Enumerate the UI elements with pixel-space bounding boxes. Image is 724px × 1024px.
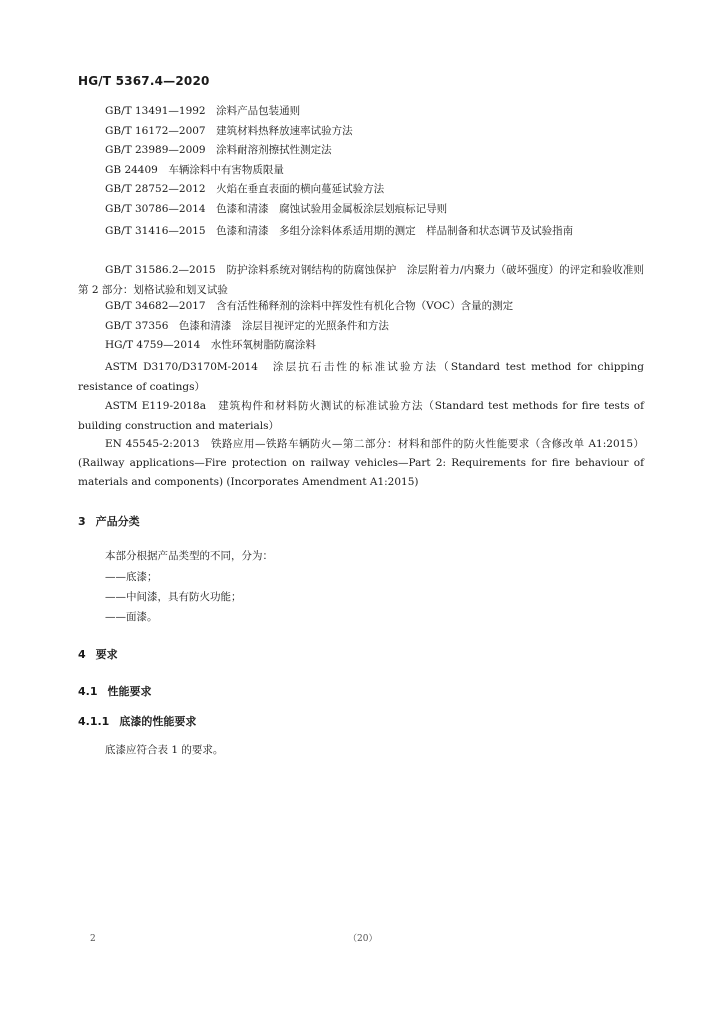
list-item: ——底漆； bbox=[105, 571, 158, 583]
section-number: 3 bbox=[78, 515, 86, 528]
section-title: 底漆的性能要求 bbox=[119, 715, 197, 728]
list-item: ——面漆。 bbox=[105, 611, 158, 623]
reference-item: GB/T 28752—2012 火焰在垂直表面的横向蔓延试验方法 bbox=[105, 183, 385, 195]
reference-item: GB 24409 车辆涂料中有害物质限量 bbox=[105, 164, 284, 176]
section-number: 4.1 bbox=[78, 685, 98, 698]
page-number: 2 bbox=[90, 934, 96, 944]
section-number: 4.1.1 bbox=[78, 715, 110, 728]
section-title: 性能要求 bbox=[107, 685, 152, 698]
section-title: 产品分类 bbox=[95, 515, 140, 528]
reference-item: GB/T 23989—2009 涂料耐溶剂擦拭性测定法 bbox=[105, 144, 332, 156]
section-title: 要求 bbox=[95, 648, 118, 661]
reference-item: GB/T 16172—2007 建筑材料热释放速率试验方法 bbox=[105, 125, 353, 137]
reference-item: GB/T 30786—2014 色漆和清漆 腐蚀试验用金属板涂层划痕标记导则 bbox=[105, 203, 448, 215]
section-4-heading bbox=[78, 646, 118, 662]
reference-item: ASTM D3170/D3170M-2014 涂层抗石击性的标准试验方法（Standard test method for chipping resistance of coatings） bbox=[78, 361, 644, 393]
section-3-intro: 本部分根据产品类型的不同，分为： bbox=[105, 550, 273, 562]
list-item: ——中间漆，具有防火功能； bbox=[105, 591, 242, 603]
reference-item: GB/T 34682—2017 含有活性稀释剂的涂料中挥发性有机化合物（VOC）含量的测定 bbox=[105, 300, 514, 312]
standard-number-header: HG/T 5367.4—2020 bbox=[78, 74, 210, 88]
reference-item: HG/T 4759—2014 水性环氧树脂防腐涂料 bbox=[105, 339, 316, 351]
reference-item: GB/T 37356 色漆和清漆 涂层目视评定的光照条件和方法 bbox=[105, 320, 389, 332]
section-4-1-heading bbox=[78, 683, 152, 699]
reference-item: EN 45545-2:2013 铁路应用—铁路车辆防火—第二部分：材料和部件的防火性能要求（含修改单 A1:2015）(Railway applications—Fire protection on railway vehicles—Part 2: Requirements for fire behaviour of materials and components) (Incorporates Amendment A1:2015) bbox=[78, 438, 644, 488]
section-number: 4 bbox=[78, 648, 86, 661]
page-center-number: （20） bbox=[348, 934, 378, 944]
reference-item: GB/T 31586.2—2015 防护涂料系统对钢结构的防腐蚀保护 涂层附着力/内聚力（破坏强度）的评定和验收准则 第 2 部分：划格试验和划叉试验 bbox=[78, 264, 655, 296]
reference-item: GB/T 13491—1992 涂料产品包装通则 bbox=[105, 105, 301, 117]
section-4-1-1-text: 底漆应符合表 1 的要求。 bbox=[105, 744, 224, 756]
reference-item: GB/T 31416—2015 色漆和清漆 多组分涂料体系适用期的测定 样品制备和状态调节及试验指南 bbox=[105, 225, 574, 237]
reference-item: ASTM E119-2018a 建筑构件和材料防火测试的标准试验方法（Standard test methods for fire tests of building construction and materials） bbox=[78, 400, 644, 432]
section-4-1-1-heading bbox=[78, 713, 196, 729]
section-3-heading bbox=[78, 513, 140, 529]
